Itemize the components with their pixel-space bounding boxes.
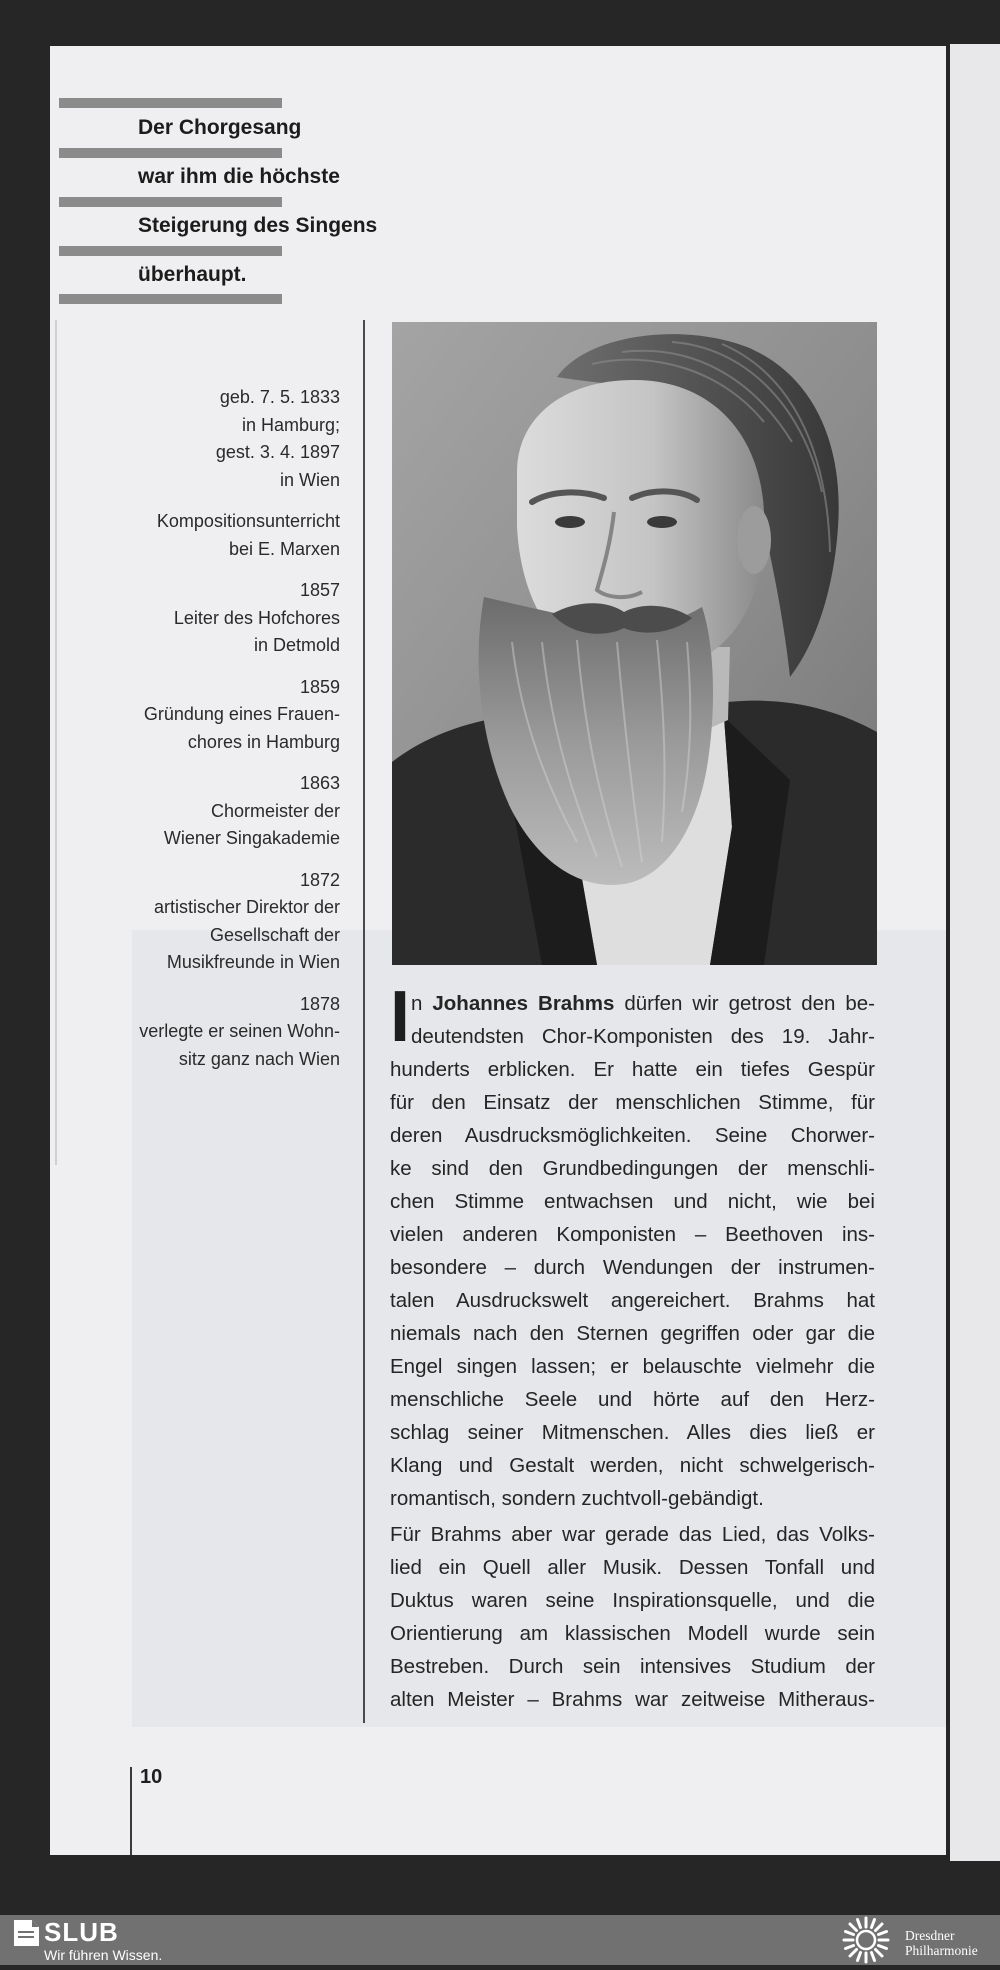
article-line: Bestreben. Durch sein intensives Studium der	[390, 1655, 875, 1678]
article-first-line	[390, 987, 875, 1020]
partner-name-line2: Philharmonie	[905, 1943, 978, 1958]
article-line: hunderts erblicken. Er hatte ein tiefes Gespür	[390, 1058, 875, 1081]
article-paragraph	[390, 987, 875, 1515]
article-line: Orientierung am klassischen Modell wurde sein	[390, 1622, 875, 1645]
drop-cap: I	[390, 977, 411, 1057]
slub-logo-icon	[12, 1918, 41, 1948]
article-line: lied ein Quell aller Musik. Dessen Tonfall und	[390, 1556, 875, 1579]
bio-line: Kompositionsunterricht	[156, 511, 340, 531]
bio-line: in Hamburg;	[241, 414, 340, 435]
next-page-edge	[950, 44, 1000, 1861]
column-divider-rule	[363, 320, 365, 1723]
composer-name: Johannes Brahms	[432, 992, 615, 1015]
article-body	[390, 977, 875, 1716]
pull-quote-line: Steigerung des Singens	[138, 214, 378, 237]
article-line: schlag seiner Mitmenschen. Alles dies ließ er	[390, 1421, 875, 1444]
bio-year: 1872	[299, 869, 340, 890]
article-line: deutendsten Chor-Komponisten des 19. Jahr-	[411, 1025, 875, 1048]
page-number: 10	[140, 1766, 163, 1788]
bio-entry	[100, 770, 340, 853]
bio-line: gest. 3. 4. 1897	[215, 442, 340, 462]
bio-entry-study	[100, 508, 340, 563]
bio-year: 1878	[299, 993, 340, 1014]
pull-quote-bar	[59, 246, 282, 256]
bio-entry	[100, 867, 340, 977]
article-paragraph	[390, 1518, 875, 1716]
pull-quote-bar	[59, 294, 282, 304]
pull-quote-bar	[59, 98, 282, 108]
portrait-photo	[392, 322, 877, 965]
article-line: niemals nach den Sternen gegriffen oder gar die	[390, 1322, 875, 1345]
bio-year: 1863	[299, 773, 340, 793]
article-line: Duktus waren seine Inspirationsquelle, und die	[390, 1589, 875, 1612]
article-line: Für Brahms aber war gerade das Lied, das Volks-	[390, 1523, 875, 1546]
pull-quote-bar	[59, 148, 282, 158]
photo-eye-left	[555, 516, 585, 528]
pull-quote-bar	[59, 197, 282, 207]
bio-line: Gründung eines Frauen-	[143, 704, 340, 724]
page-fold-shadow	[55, 320, 57, 1165]
photo-eye-right	[647, 516, 677, 528]
bio-line: artistischer Direktor der	[153, 897, 340, 917]
partner-name-line1: Dresdner	[905, 1928, 955, 1943]
article-line: alten Meister – Brahms war zeitweise Mitheraus-	[390, 1688, 875, 1711]
pull-quote-line: Der Chorgesang	[138, 116, 302, 139]
library-name: SLUB	[44, 1917, 119, 1947]
bio-line: Gesellschaft der	[209, 924, 340, 945]
bio-line: in Detmold	[253, 635, 340, 655]
bio-line: Wiener Singakademie	[163, 828, 340, 848]
bio-line: Musikfreunde in Wien	[166, 952, 340, 972]
bio-line: geb. 7. 5. 1833	[219, 387, 340, 407]
biography-timeline	[100, 384, 340, 1087]
bio-year: 1859	[299, 676, 340, 697]
library-tagline: Wir führen Wissen.	[44, 1947, 163, 1963]
bio-line: bei E. Marxen	[228, 538, 340, 559]
sunburst-logo-icon	[840, 1915, 892, 1965]
pull-quote-line: war ihm die höchste	[138, 165, 340, 188]
article-line: deren Ausdrucksmöglichkeiten. Seine Chorwer-	[390, 1124, 875, 1147]
first-line-rest: dürfen wir getrost den be-	[614, 992, 875, 1015]
article-line: menschliche Seele und hörte auf den Herz-	[390, 1388, 875, 1411]
article-line: ke sind den Grundbedingungen der menschli-	[390, 1157, 875, 1180]
photo-ear	[737, 506, 771, 574]
first-line-lead: n	[411, 992, 433, 1015]
page-number-rule	[130, 1767, 132, 1855]
bio-entry-birth-death	[100, 384, 340, 494]
bio-line: Chormeister der	[210, 800, 340, 821]
bio-line: Leiter des Hofchores	[173, 607, 340, 628]
article-line: für den Einsatz der menschlichen Stimme, für	[390, 1091, 875, 1114]
article-line: Klang und Gestalt werden, nicht schwelgerisch-	[390, 1454, 875, 1477]
bio-entry	[100, 674, 340, 757]
bio-entry	[100, 991, 340, 1074]
bio-line: in Wien	[279, 469, 340, 490]
article-line: besondere – durch Wendungen der instrumen-	[390, 1256, 875, 1279]
article-line: vielen anderen Komponisten – Beethoven ins-	[390, 1223, 875, 1246]
bio-line: chores in Hamburg	[187, 731, 340, 752]
article-line: chen Stimme entwachsen und nicht, wie bei	[390, 1190, 875, 1213]
article-line: romantisch, sondern zuchtvoll-gebändigt.	[390, 1487, 764, 1510]
article-line: Engel singen lassen; er belauschte vielmehr die	[390, 1355, 875, 1378]
pull-quote-line: überhaupt.	[138, 263, 247, 286]
bio-line: verlegte er seinen Wohn-	[139, 1021, 340, 1041]
bio-year: 1857	[299, 580, 340, 600]
bio-line: sitz ganz nach Wien	[178, 1048, 340, 1069]
article-line: talen Ausdruckswelt angereichert. Brahms hat	[390, 1289, 875, 1312]
bio-entry	[100, 577, 340, 660]
